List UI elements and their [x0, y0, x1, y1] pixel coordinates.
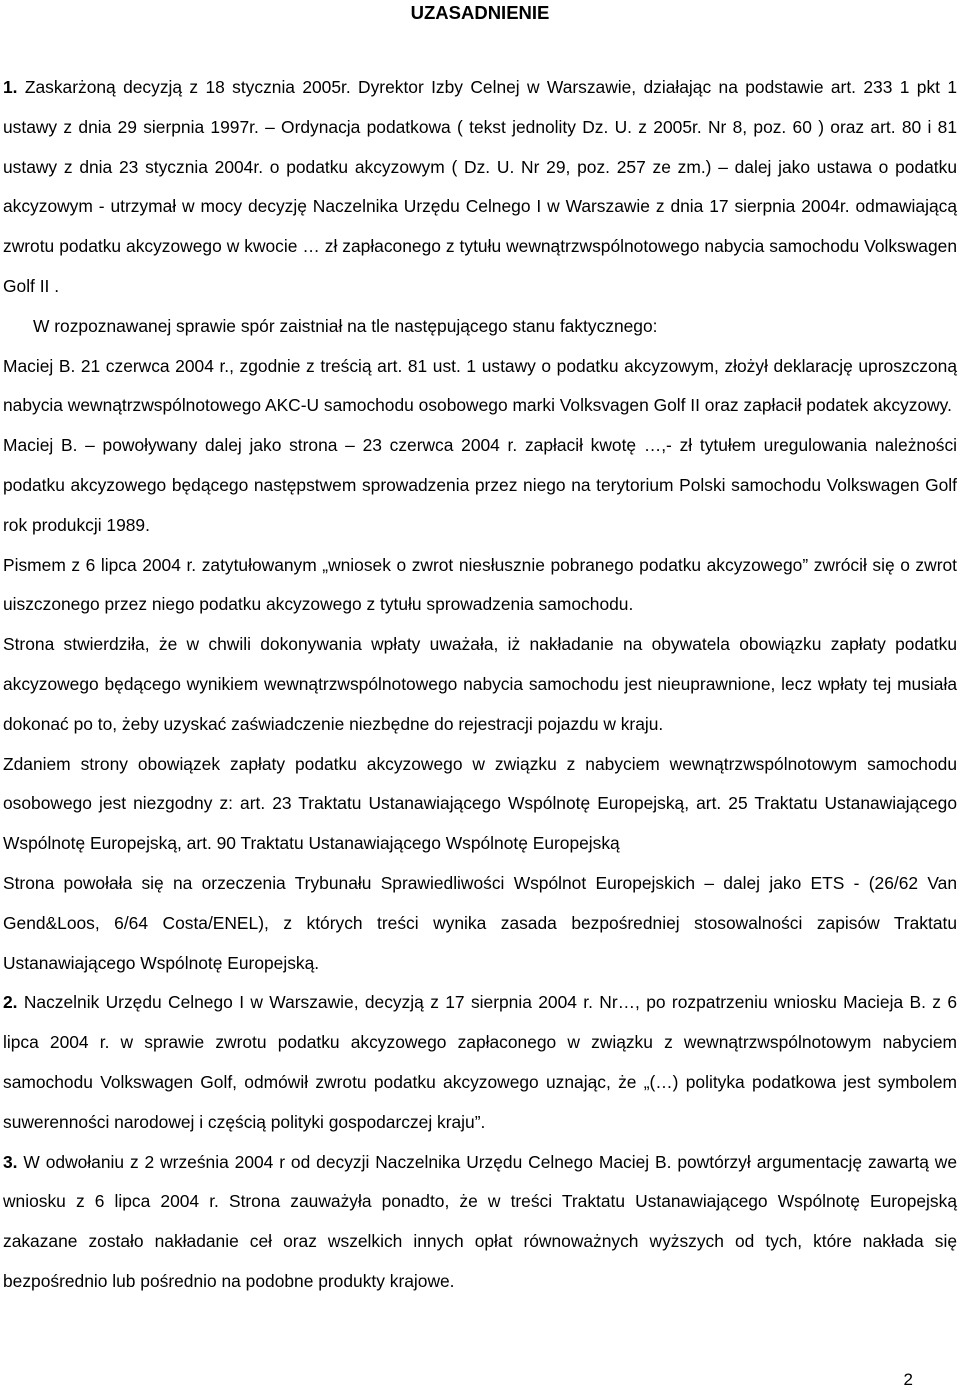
- paragraph-text: Pismem z 6 lipca 2004 r. zatytułowanym „wniosek o zwrot niesłusznie pobranego podatku akcyzowego” zwrócił się o zwrot uiszczonego przez niego podatku akcyzowego z tytułu sprowadzenia samochodu.: [3, 554, 957, 615]
- paragraph-7: [3, 745, 957, 864]
- paragraph-text: W odwołaniu z 2 września 2004 r od decyzji Naczelnika Urzędu Celnego Maciej B. powtórzył argumentację zawartą we wniosku z 6 lipca 2004 r. Strona zauważyła ponadto, że w treści Traktatu Ustanawiającego Wspólnotę Europejską zakazane zostało nakładanie ceł oraz wszelkich innych opłat równoważnych wyższych od tych, które nakłada się bezpośrednio lub pośrednio na podobne produkty krajowe.: [3, 1151, 957, 1291]
- paragraph-number: 1.: [3, 77, 18, 97]
- paragraph-text: Strona stwierdziła, że w chwili dokonywania wpłaty uważała, iż nakładanie na obywatela obowiązku zapłaty podatku akcyzowego będącego wynikiem wewnątrzwspólnotowego nabycia samochodu jest nieuprawnione, lecz wpłaty tej musiała dokonać po to, żeby uzyskać zaświadczenie niezbędne do rejestracji pojazdu w kraju.: [3, 634, 957, 734]
- paragraph-6: [3, 625, 957, 744]
- paragraph-5: [3, 546, 957, 626]
- page-number: 2: [903, 1370, 913, 1389]
- paragraph-text: Naczelnik Urzędu Celnego I w Warszawie, decyzją z 17 sierpnia 2004 r. Nr…, po rozpatrzeniu wniosku Macieja B. z 6 lipca 2004 r. w sprawie zwrotu podatku akcyzowego zapłaconego w związku z wewnątrzwspólnotowym nabyciem samochodu Volkswagen Golf, odmówił zwrotu podatku akcyzowego uznając, że „(…) polityka podatkowa jest symbolem suwerenności narodowej i częścią polityki gospodarczej kraju”.: [3, 992, 957, 1132]
- paragraph-8: [3, 864, 957, 983]
- paragraph-text: Zdaniem strony obowiązek zapłaty podatku akcyzowego w związku z nabyciem wewnątrzwspólnotowym samochodu osobowego jest niezgodny z: art. 23 Traktatu Ustanawiającego Wspólnotę Europejską, art. 25 Traktatu Ustanawiającego Wspólnotę Europejską, art. 90 Traktatu Ustanawiającego Wspólnotę Europejską: [3, 753, 957, 854]
- paragraph-9: [3, 983, 957, 1142]
- paragraph-text: Maciej B. 21 czerwca 2004 r., zgodnie z treścią art. 81 ust. 1 ustawy o podatku akcyzowym, złożył deklarację uproszczoną nabycia wewnątrzwspólnotowego AKC-U samochodu osobowego marki Volksvagen Golf II oraz zapłacił podatek akcyzowy.: [3, 355, 957, 416]
- paragraph-10: [3, 1143, 957, 1302]
- paragraph-number: 2.: [3, 992, 18, 1013]
- paragraph-2: [3, 307, 957, 347]
- document-title: UZASADNIENIE: [410, 2, 550, 23]
- paragraph-text: Maciej B. – powoływany dalej jako strona – 23 czerwca 2004 r. zapłacił kwotę …,- zł tytułem uregulowania należności podatku akcyzowego będącego następstwem sprowadzenia przez niego na terytorium Polski samochodu Volkswagen Golf rok produkcji 1989.: [3, 435, 957, 535]
- paragraph-text: Zaskarżoną decyzją z 18 stycznia 2005r. Dyrektor Izby Celnej w Warszawie, działając na podstawie art. 233 1 pkt 1 ustawy z dnia 29 sierpnia 1997r. – Ordynacja podatkowa ( tekst jednolity Dz. U. z 2005r. Nr 8, poz. 60 ) oraz art. 80 i 81 ustawy z dnia 23 stycznia 2004r. o podatku akcyzowym ( Dz. U. Nr 29, poz. 257 ze zm.) – dalej jako ustawa o podatku akcyzowym - utrzymał w mocy decyzję Naczelnika Urzędu Celnego I w Warszawie z dnia 17 sierpnia 2004r. odmawiającą zwrotu podatku akcyzowego w kwocie … zł zapłaconego z tytułu wewnątrzwspólnotowego nabycia samochodu Volkswagen Golf II .: [3, 77, 957, 296]
- paragraph-text: Strona powołała się na orzeczenia Trybunału Sprawiedliwości Wspólnot Europejskich – dalej jako ETS - (26/62 Van Gend&Loos, 6/64 Costa/ENEL), z których treści wynika zasada bezpośredniej stosowalności zapisów Traktatu Ustanawiającego Wspólnotę Europejską.: [3, 872, 957, 973]
- paragraph-4: [3, 426, 957, 545]
- paragraph-1: [3, 68, 957, 307]
- paragraph-number: 3.: [3, 1151, 18, 1172]
- document-body: [3, 68, 957, 1302]
- paragraph-text: W rozpoznawanej sprawie spór zaistniał na tle następującego stanu faktycznego:: [33, 315, 658, 336]
- paragraph-3: [3, 347, 957, 427]
